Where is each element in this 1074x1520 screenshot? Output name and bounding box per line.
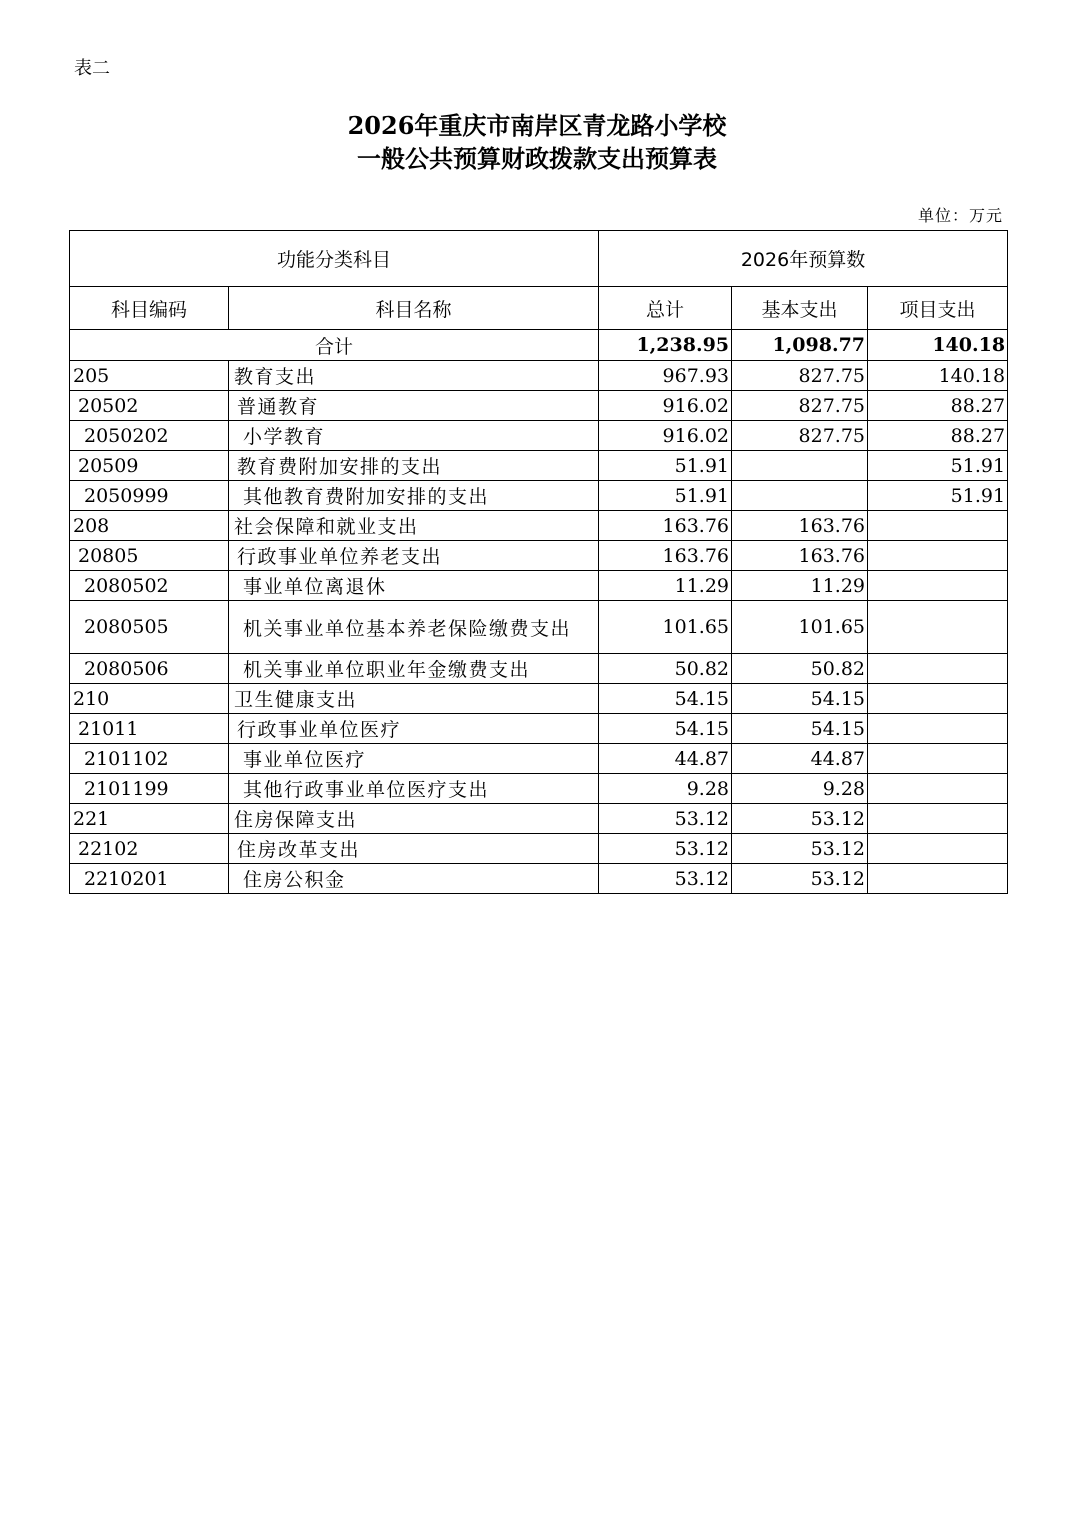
row-code: 2080506 [70,654,229,684]
header-name: 科目名称 [229,287,599,330]
table-row [70,834,1008,864]
row-name: 小学教育 [229,421,599,451]
row-basic: 44.87 [732,744,868,774]
row-total: 53.12 [599,804,732,834]
summary-row [70,330,1008,361]
row-total: 44.87 [599,744,732,774]
row-basic: 163.76 [732,511,868,541]
row-name: 住房保障支出 [229,804,599,834]
row-name: 教育费附加安排的支出 [229,451,599,481]
row-name: 行政事业单位医疗 [229,714,599,744]
row-code: 20509 [70,451,229,481]
row-name: 卫生健康支出 [229,684,599,714]
row-name: 其他行政事业单位医疗支出 [229,774,599,804]
table-number: 表二 [74,58,110,79]
row-code: 2101199 [70,774,229,804]
row-name: 普通教育 [229,391,599,421]
row-basic: 53.12 [732,804,868,834]
table-row [70,511,1008,541]
row-total: 916.02 [599,421,732,451]
summary-label: 合计 [70,330,599,361]
row-basic: 101.65 [732,601,868,654]
row-code: 221 [70,804,229,834]
table-row [70,864,1008,894]
header-project: 项目支出 [868,287,1008,330]
row-name: 其他教育费附加安排的支出 [229,481,599,511]
page-title-line2: 一般公共预算财政拨款支出预算表 [357,144,717,173]
unit-label: 单位：万元 [917,206,1003,225]
row-project [868,804,1008,834]
row-basic: 53.12 [732,834,868,864]
row-code: 210 [70,684,229,714]
table-row [70,714,1008,744]
table-row [70,481,1008,511]
row-code: 2210201 [70,864,229,894]
row-code: 2080502 [70,571,229,601]
row-total: 163.76 [599,541,732,571]
row-code: 2101102 [70,744,229,774]
row-code: 2050202 [70,421,229,451]
row-name: 教育支出 [229,361,599,391]
row-basic: 163.76 [732,541,868,571]
row-basic: 50.82 [732,654,868,684]
row-project [868,684,1008,714]
row-total: 51.91 [599,451,732,481]
budget-table [69,230,1008,894]
row-project: 140.18 [868,361,1008,391]
header-function-classification: 功能分类科目 [70,231,599,287]
header-total: 总计 [599,287,732,330]
row-project [868,714,1008,744]
summary-total: 1,238.95 [599,330,732,361]
row-basic: 54.15 [732,714,868,744]
table-row [70,654,1008,684]
row-name: 社会保障和就业支出 [229,511,599,541]
row-total: 916.02 [599,391,732,421]
row-code: 208 [70,511,229,541]
row-project [868,744,1008,774]
row-project: 88.27 [868,421,1008,451]
row-basic: 54.15 [732,684,868,714]
row-project [868,601,1008,654]
row-total: 967.93 [599,361,732,391]
header-code: 科目编码 [70,287,229,330]
table-row [70,571,1008,601]
row-basic [732,451,868,481]
header-basic: 基本支出 [732,287,868,330]
row-code: 20502 [70,391,229,421]
row-basic: 827.75 [732,421,868,451]
row-basic: 827.75 [732,361,868,391]
row-total: 163.76 [599,511,732,541]
row-name: 住房改革支出 [229,834,599,864]
row-code: 21011 [70,714,229,744]
table-row [70,601,1008,654]
row-basic: 827.75 [732,391,868,421]
row-code: 2050999 [70,481,229,511]
row-project [868,864,1008,894]
row-code: 22102 [70,834,229,864]
row-total: 50.82 [599,654,732,684]
row-code: 205 [70,361,229,391]
row-total: 11.29 [599,571,732,601]
row-name: 机关事业单位基本养老保险缴费支出 [229,601,599,654]
page-title-line1: 2026年重庆市南岸区青龙路小学校 [347,111,727,140]
row-project: 88.27 [868,391,1008,421]
row-name: 行政事业单位养老支出 [229,541,599,571]
row-total: 53.12 [599,834,732,864]
row-project [868,541,1008,571]
row-project: 51.91 [868,481,1008,511]
header-budget-year: 2026年预算数 [599,231,1008,287]
row-project [868,774,1008,804]
table-row [70,804,1008,834]
row-basic: 11.29 [732,571,868,601]
table-row [70,541,1008,571]
table-row [70,684,1008,714]
row-project [868,654,1008,684]
table-row [70,421,1008,451]
table-row [70,391,1008,421]
row-name: 事业单位离退休 [229,571,599,601]
summary-basic: 1,098.77 [732,330,868,361]
row-total: 9.28 [599,774,732,804]
row-code: 20805 [70,541,229,571]
row-code: 2080505 [70,601,229,654]
row-project: 51.91 [868,451,1008,481]
row-total: 54.15 [599,684,732,714]
row-basic: 9.28 [732,774,868,804]
row-name: 住房公积金 [229,864,599,894]
table-row [70,744,1008,774]
row-total: 51.91 [599,481,732,511]
row-total: 101.65 [599,601,732,654]
table-row [70,451,1008,481]
row-name: 事业单位医疗 [229,744,599,774]
table-row [70,774,1008,804]
header-group-row [70,231,1008,287]
row-name: 机关事业单位职业年金缴费支出 [229,654,599,684]
header-columns-row [70,287,1008,330]
row-total: 54.15 [599,714,732,744]
row-project [868,834,1008,864]
row-total: 53.12 [599,864,732,894]
table-row [70,361,1008,391]
row-basic [732,481,868,511]
summary-project: 140.18 [868,330,1008,361]
row-project [868,511,1008,541]
row-basic: 53.12 [732,864,868,894]
row-project [868,571,1008,601]
